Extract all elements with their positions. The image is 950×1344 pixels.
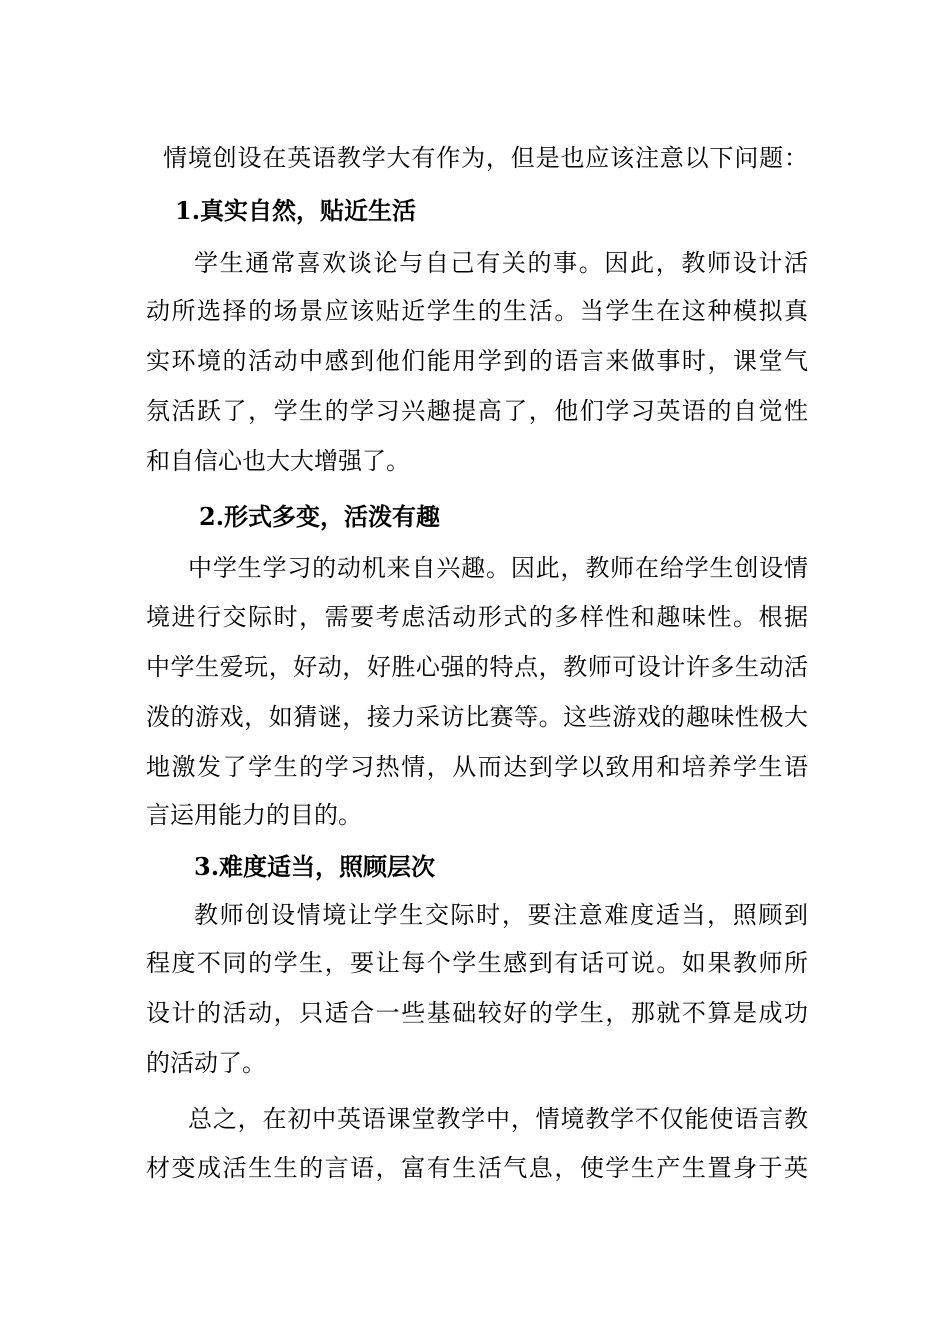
section-2-line-1: 中学生学习的动机来自兴趣。因此，教师在给学生创设情: [188, 554, 808, 582]
section-2-line-3: 中学生爱玩，好动，好胜心强的特点，教师可设计许多生动活: [146, 653, 808, 681]
section-2-line-6: 言运用能力的目的。: [146, 801, 362, 829]
section-heading-2: 2.形式多变，活泼有趣: [199, 502, 441, 531]
conclusion-line-2: 材变成活生生的言语，富有生活气息，使学生产生置身于英: [146, 1154, 808, 1182]
section-1-line-4: 氛活跃了，学生的学习兴趣提高了，他们学习英语的自觉性: [146, 397, 808, 425]
section-2-line-2: 境进行交际时，需要考虑活动形式的多样性和趣味性。根据: [146, 603, 808, 631]
section-1-line-1: 学生通常喜欢谈论与自己有关的事。因此，教师设计活: [194, 249, 808, 277]
section-3-line-1: 教师创设情境让学生交际时，要注意难度适当，照顾到: [194, 901, 808, 929]
section-heading-3: 3.难度适当，照顾层次: [194, 852, 436, 881]
section-1-line-5: 和自信心也大大增强了。: [146, 447, 410, 475]
section-3-line-2: 程度不同的学生，要让每个学生感到有话可说。如果教师所: [146, 949, 808, 977]
section-3-line-3: 设计的活动，只适合一些基础较好的学生，那就不算是成功: [146, 999, 808, 1027]
intro-paragraph: 情境创设在英语教学大有作为，但是也应该注意以下问题：: [163, 144, 808, 172]
section-1-line-2: 动所选择的场景应该贴近学生的生活。当学生在这种模拟真: [146, 297, 808, 325]
section-3-line-4: 的活动了。: [146, 1049, 266, 1077]
section-1-line-3: 实环境的活动中感到他们能用学到的语言来做事时，课堂气: [146, 347, 808, 375]
section-2-line-4: 泼的游戏，如猜谜，接力采访比赛等。这些游戏的趣味性极大: [146, 703, 808, 731]
section-heading-1: 1.真实自然，贴近生活: [175, 196, 417, 225]
section-2-line-5: 地激发了学生的学习热情，从而达到学以致用和培养学生语: [146, 753, 808, 781]
conclusion-line-1: 总之，在初中英语课堂教学中，情境教学不仅能使语言教: [188, 1105, 808, 1133]
